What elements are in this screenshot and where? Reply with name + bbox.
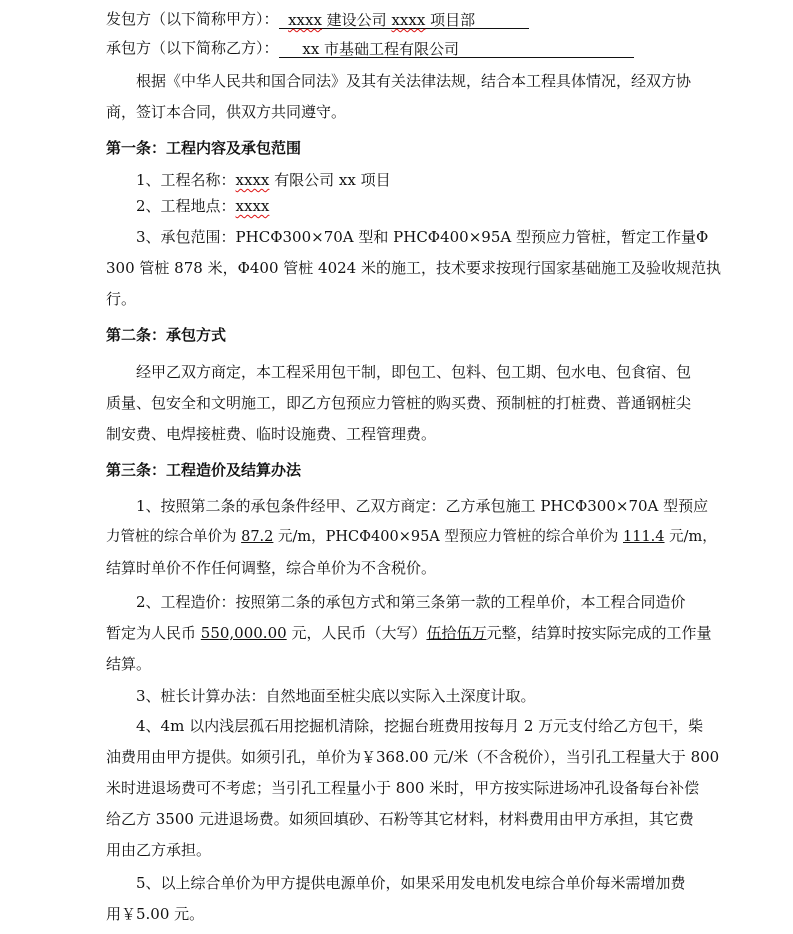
party-b-label: 承包方（以下简称乙方）：: [106, 39, 279, 57]
article-3-p2-line-2: [106, 623, 711, 645]
article-1-item-1: [136, 170, 391, 192]
article-3-p3: 3、桩长计算办法：自然地面至桩尖底以实际入土深度计取。: [136, 687, 536, 705]
article-2-line-3: 制安费、电焊接桩费、临时设施费、工程管理费。: [106, 425, 437, 443]
article-3-p5-line-2: 用￥5.00 元。: [106, 905, 205, 923]
article-3-p4-line-3: 米时进退场费可不考虑；当引孔工程量小于 800 米时，甲方按实际进场冲孔设备每台补偿: [106, 779, 700, 797]
item-1-rest: 有限公司 xx 项目: [269, 171, 391, 189]
article-3-p2-line-3: 结算。: [106, 655, 152, 673]
p1-text-b: 元/m，PHCΦ400×95A 型预应力管桩的综合单价为: [273, 529, 623, 545]
item-2-placeholder: xxxx: [235, 197, 270, 215]
article-3-title: 第三条：工程造价及结算办法: [106, 461, 302, 479]
party-a-label: 发包方（以下简称甲方）：: [106, 10, 279, 28]
p2-text-a: 暂定为人民币: [106, 624, 201, 642]
article-3-p1-line-1: 1、按照第二条的承包条件经甲、乙双方商定：乙方承包施工 PHCΦ300×70A 型预应: [136, 497, 709, 515]
party-a-line: [106, 9, 529, 31]
article-3-p4-line-5: 用由乙方承担。: [106, 841, 212, 859]
p2-text-b: 元，人民币（大写）: [286, 624, 427, 642]
p1-price-400: 111.4: [623, 529, 665, 545]
item-2-prefix: 2、工程地点：: [136, 197, 236, 215]
party-b-value: xx 市基础工程有限公司: [302, 40, 460, 58]
item-1-placeholder: xxxx: [235, 171, 270, 189]
article-2-line-2: 质量、包安全和文明施工，即乙方包预应力管桩的购买费、预制桩的打桩费、普通钢桩尖: [106, 394, 692, 412]
item-1-prefix: 1、工程名称：: [136, 171, 236, 189]
article-3-p4-line-1: 4、4m 以内浅层孤石用挖掘机清除，挖掘台班费用按每月 2 万元支付给乙方包干，柴: [136, 717, 704, 735]
party-a-value-part4: 项目部: [425, 11, 476, 29]
party-b-field: [279, 39, 634, 58]
party-b-line: [106, 38, 634, 60]
p1-text-a: 力管桩的综合单价为: [106, 529, 242, 545]
article-3-p4-line-2: 油费用由甲方提供。如须引孔，单价为￥368.00 元/米（不含税价），当引孔工程量大于 800: [106, 748, 720, 766]
party-a-field: [279, 10, 529, 29]
article-1-item-3-line-1: 3、承包范围：PHCΦ300×70A 型和 PHCΦ400×95A 型预应力管桩，暂定工作量Φ: [136, 228, 709, 246]
article-3-p5-line-1: 5、以上综合单价为甲方提供电源单价，如果采用发电机发电综合单价每米需增加费: [136, 874, 686, 892]
article-1-item-3-line-2: 300 管桩 878 米，Φ400 管桩 4024 米的施工，技术要求按现行国家基础施工及验收规范执: [106, 259, 721, 277]
article-2-line-1: 经甲乙双方商定，本工程采用包干制，即包工、包料、包工期、包水电、包食宿、包: [136, 363, 692, 381]
article-3-p1-line-2: [106, 527, 717, 549]
article-1-title: 第一条：工程内容及承包范围: [106, 139, 302, 157]
intro-line-1: 根据《中华人民共和国合同法》及其有关法律法规，结合本工程具体情况，经双方协: [136, 72, 692, 90]
article-1-item-3-line-3: 行。: [106, 290, 137, 308]
article-3-p4-line-4: 给乙方 3500 元进退场费。如须回填砂、石粉等其它材料，材料费用由甲方承担，其它费: [106, 810, 694, 828]
article-2-title: 第二条：承包方式: [106, 326, 227, 344]
p2-contract-amount: 550,000.00: [200, 624, 287, 642]
p2-amount-in-words: 伍拾伍万: [426, 624, 487, 642]
article-3-p2-line-1: 2、工程造价：按照第二条的承包方式和第三条第一款的工程单价，本工程合同造价: [136, 593, 686, 611]
party-a-value-part3: xxxx: [391, 11, 426, 29]
article-1-item-2: [136, 196, 269, 218]
p2-text-c: 元整，结算时按实际完成的工作量: [486, 624, 712, 642]
p1-price-300: 87.2: [241, 529, 274, 545]
p1-text-c: 元/m，: [664, 529, 717, 545]
party-a-value-part2: 建设公司: [321, 11, 392, 29]
party-a-value-part1: xxxx: [288, 11, 322, 29]
article-3-p1-line-3: 结算时单价不作任何调整，综合单价为不含税价。: [106, 559, 437, 577]
intro-line-2: 商，签订本合同，供双方共同遵守。: [106, 103, 347, 121]
